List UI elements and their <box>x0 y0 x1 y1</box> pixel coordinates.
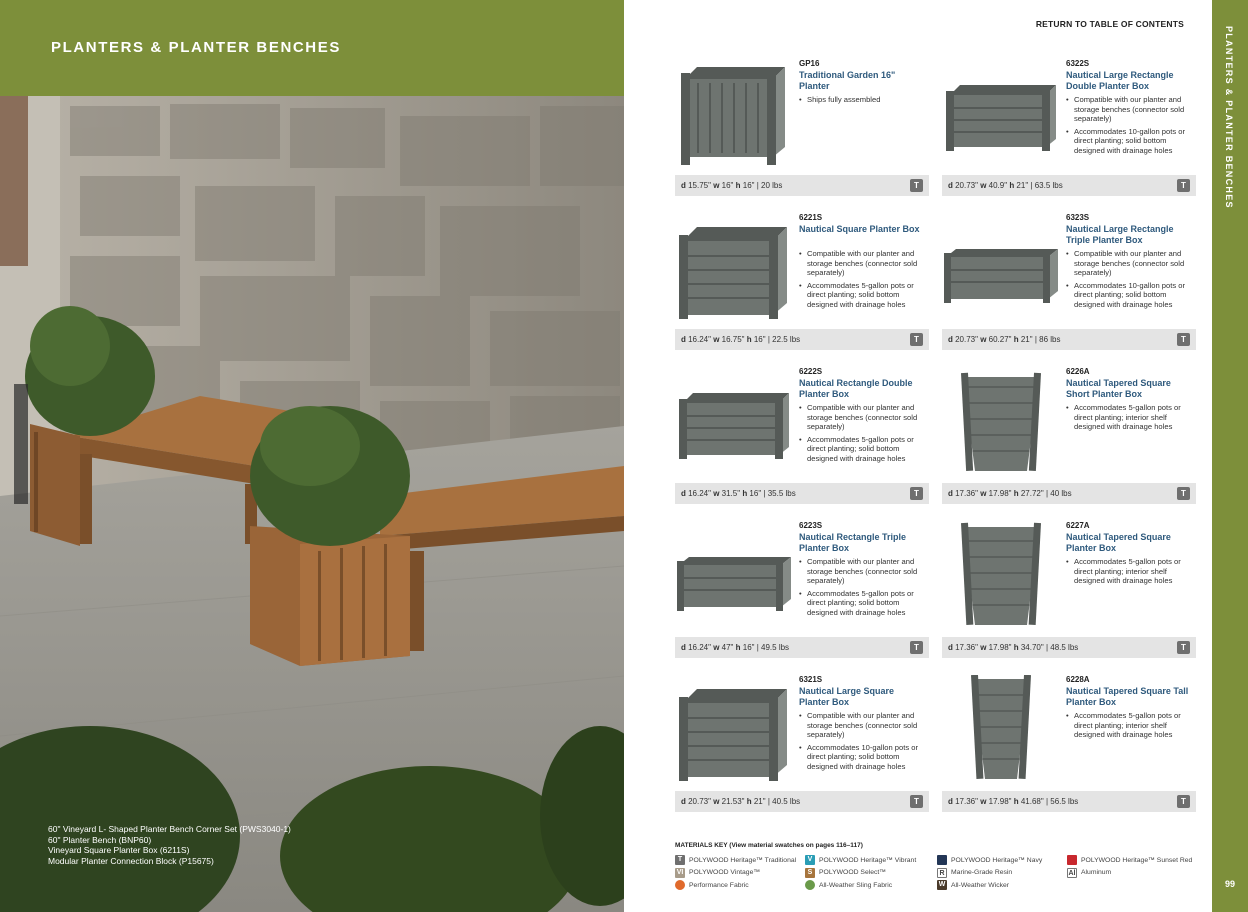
product-bullet: • Accommodates 5-gallon pots or direct planting; solid bottom designed with drainage holes <box>799 589 929 618</box>
caption-line: Modular Planter Connection Block (P15675) <box>48 855 214 866</box>
dim-height: h 21" <box>1009 181 1029 190</box>
material-label: POLYWOOD Vintage™ <box>689 869 761 876</box>
material-badge: T <box>910 333 923 346</box>
dim-width: w 16.75" <box>713 335 745 344</box>
product-bullet: • Compatible with our planter and storage benches (connector sold separately) <box>799 557 929 586</box>
dim-depth: d 17.36" <box>948 797 978 806</box>
material-label: POLYWOOD Heritage™ Traditional <box>689 856 797 864</box>
product-image <box>675 213 793 323</box>
product-sku: 6322S <box>1066 59 1090 68</box>
dim-height: h 34.70" <box>1013 643 1044 652</box>
section-title: PLANTERS & PLANTER BENCHES <box>51 39 341 56</box>
material-swatch: R <box>937 868 947 878</box>
product-name: Nautical Rectangle Triple Planter Box <box>799 532 907 553</box>
product-card <box>942 59 1196 209</box>
material-label: All-Weather Wicker <box>951 881 1010 889</box>
product-name: Nautical Large Rectangle Triple Planter Box <box>1066 224 1174 245</box>
dim-depth: d 20.73" <box>948 181 978 190</box>
photo-caption <box>48 824 291 866</box>
product-sku: 6323S <box>1066 213 1090 222</box>
product-bullet: • Accommodates 5-gallon pots or direct planting; interior shelf designed with drainage holes <box>1066 557 1196 586</box>
product-bullet: • Accommodates 5-gallon pots or direct planting; solid bottom designed with drainage holes <box>799 281 929 310</box>
material-label: POLYWOOD Heritage™ Sunset Red <box>1081 856 1193 864</box>
dim-depth: d 20.73" <box>948 335 978 344</box>
dim-depth: d 16.24" <box>681 643 711 652</box>
material-badge: T <box>910 487 923 500</box>
product-dimensions <box>675 637 929 658</box>
material-item <box>1067 855 1192 865</box>
product-sku: 6228A <box>1066 675 1090 684</box>
product-sku: 6226A <box>1066 367 1090 376</box>
material-badge: T <box>910 795 923 808</box>
material-item <box>675 868 760 878</box>
section-header <box>0 0 624 96</box>
product-bullet: • Accommodates 5-gallon pots or direct planting; interior shelf designed with drainage holes <box>1066 711 1196 740</box>
product-image <box>675 521 793 631</box>
product-card <box>675 675 929 825</box>
dim-weight: | 35.5 lbs <box>761 489 796 498</box>
caption-line: 60" Vineyard L- Shaped Planter Bench Corner Set (PWS3040-1) <box>48 824 291 834</box>
product-dimensions <box>942 791 1196 812</box>
dim-width: w 16" <box>713 181 734 190</box>
product-bullets <box>1066 403 1196 435</box>
product-sku: 6227A <box>1066 521 1090 530</box>
material-item <box>675 855 796 865</box>
dim-weight: | 49.5 lbs <box>754 643 790 652</box>
product-dimensions <box>942 637 1196 658</box>
product-name: Nautical Large Rectangle Double Planter Box <box>1066 70 1174 91</box>
material-badge: T <box>1177 795 1190 808</box>
dim-width: w 40.9" <box>980 181 1008 190</box>
dim-depth: d 15.75" <box>681 181 711 190</box>
dim-weight: | 48.5 lbs <box>1043 643 1079 652</box>
product-bullet: • Compatible with our planter and storage benches (connector sold separately) <box>799 249 929 278</box>
product-card <box>942 367 1196 517</box>
dim-depth: d 17.36" <box>948 489 978 498</box>
product-dimensions <box>942 329 1196 350</box>
product-card <box>942 213 1196 363</box>
product-sku: 6223S <box>799 521 823 530</box>
dim-height: h 21" <box>1013 335 1033 344</box>
material-label: Aluminum <box>1081 869 1112 876</box>
product-image <box>942 675 1060 785</box>
material-label: POLYWOOD Heritage™ Navy <box>951 856 1043 864</box>
dim-depth: d 16.24" <box>681 489 711 498</box>
material-badge: T <box>1177 641 1190 654</box>
material-item <box>675 880 749 890</box>
product-bullets <box>1066 711 1196 743</box>
product-bullet: • Compatible with our planter and storage benches (connector sold separately) <box>1066 95 1196 124</box>
product-bullet: • Compatible with our planter and storage benches (connector sold separately) <box>1066 249 1196 278</box>
material-swatch: S <box>805 868 815 878</box>
product-bullets <box>1066 249 1196 312</box>
dim-height: h 16" <box>735 181 755 190</box>
dim-width: w 17.98" <box>980 797 1012 806</box>
product-bullet: • Accommodates 5-gallon pots or direct planting; interior shelf designed with drainage holes <box>1066 403 1196 432</box>
material-item <box>937 855 1042 865</box>
product-card <box>942 675 1196 825</box>
material-label: POLYWOOD Heritage™ Vibrant <box>819 856 917 864</box>
product-image <box>942 213 1060 323</box>
product-dimensions <box>675 329 929 350</box>
dim-width: w 21.53" <box>713 797 745 806</box>
product-card <box>942 521 1196 671</box>
material-label: POLYWOOD Select™ <box>819 869 887 876</box>
dim-weight: | 56.5 lbs <box>1043 797 1079 806</box>
product-image <box>675 675 793 785</box>
product-bullet: • Ships fully assembled <box>799 95 929 105</box>
dim-weight: | 86 lbs <box>1032 335 1061 344</box>
dim-depth: d 20.73" <box>681 797 711 806</box>
material-label: Performance Fabric <box>689 881 749 889</box>
caption-line: Vineyard Square Planter Box (6211S) <box>48 845 190 855</box>
material-swatch: VI <box>676 868 684 876</box>
product-sku: 6321S <box>799 675 823 684</box>
material-badge: T <box>910 179 923 192</box>
product-name: Nautical Tapered Square Short Planter Box <box>1066 378 1171 399</box>
dim-width: w 60.27" <box>980 335 1012 344</box>
product-name: Nautical Large Square Planter Box <box>799 686 895 707</box>
product-bullets <box>799 557 929 620</box>
lifestyle-photo <box>0 96 624 912</box>
dim-weight: | 63.5 lbs <box>1028 181 1063 190</box>
product-sku: GP16 <box>799 59 820 68</box>
product-image <box>942 367 1060 477</box>
product-sku: 6222S <box>799 367 823 376</box>
product-bullets <box>799 249 929 312</box>
material-badge: T <box>1177 487 1190 500</box>
product-bullets <box>1066 557 1196 589</box>
dim-height: h 41.68" <box>1013 797 1044 806</box>
dim-depth: d 16.24" <box>681 335 711 344</box>
page-number: 99 <box>1224 879 1235 889</box>
material-item <box>805 855 916 865</box>
product-name: Nautical Rectangle Double Planter Box <box>799 378 913 399</box>
product-bullets <box>799 711 929 774</box>
product-image <box>942 59 1060 169</box>
product-image <box>942 521 1060 631</box>
material-item <box>805 880 892 890</box>
product-name: Traditional Garden 16" Planter <box>799 70 896 91</box>
material-swatch <box>805 880 815 890</box>
product-bullet: • Compatible with our planter and storage benches (connector sold separately) <box>799 403 929 432</box>
product-image <box>675 367 793 477</box>
product-bullet: • Accommodates 10-gallon pots or direct planting; solid bottom designed with drainage holes <box>1066 127 1196 156</box>
product-bullet: • Accommodates 10-gallon pots or direct planting; solid bottom designed with drainage holes <box>799 743 929 772</box>
dim-weight: | 22.5 lbs <box>765 335 801 344</box>
dim-width: w 17.98" <box>980 489 1012 498</box>
product-bullet: • Compatible with our planter and storage benches (connector sold separately) <box>799 711 929 740</box>
right-page <box>624 0 1248 912</box>
product-dimensions <box>942 483 1196 504</box>
product-bullets <box>799 403 929 466</box>
side-tab <box>1212 0 1248 912</box>
material-label: All-Weather Sling Fabric <box>819 881 893 889</box>
material-swatch: T <box>675 855 685 865</box>
material-swatch <box>1067 855 1077 865</box>
product-dimensions <box>675 791 929 812</box>
material-item <box>937 868 1012 878</box>
side-tab-title: PLANTERS & PLANTER BENCHES <box>1224 26 1234 209</box>
material-badge: T <box>1177 333 1190 346</box>
material-badge: T <box>1177 179 1190 192</box>
dim-height: h 16" <box>735 643 755 652</box>
material-swatch <box>937 855 947 865</box>
material-swatch: W <box>938 881 946 888</box>
dim-height: h 21" <box>746 797 766 806</box>
material-label: Marine-Grade Resin <box>951 869 1013 876</box>
caption-line: 60" Planter Bench (BNP60) <box>48 834 152 845</box>
product-name: Nautical Tapered Square Tall Planter Box <box>1066 686 1189 707</box>
dim-weight: | 40.5 lbs <box>765 797 801 806</box>
dim-height: h 16" <box>742 489 762 498</box>
product-sku: 6221S <box>799 213 823 222</box>
product-bullet: • Accommodates 5-gallon pots or direct planting; solid bottom designed with drainage holes <box>799 435 929 464</box>
material-swatch <box>675 880 685 890</box>
dim-height: h 16" <box>746 335 766 344</box>
product-image <box>675 59 793 169</box>
material-swatch: V <box>805 855 815 865</box>
dim-weight: | 40 lbs <box>1043 489 1072 498</box>
dim-weight: | 20 lbs <box>754 181 783 190</box>
return-to-toc-link[interactable]: RETURN TO TABLE OF CONTENTS <box>1035 19 1184 29</box>
materials-key-grid <box>675 855 1215 895</box>
product-card <box>675 213 929 363</box>
material-item <box>937 880 1009 890</box>
product-card <box>675 521 929 671</box>
materials-key <box>675 842 1215 895</box>
dim-depth: d 17.36" <box>948 643 978 652</box>
material-swatch: Al <box>1068 869 1076 877</box>
materials-key-title: MATERIALS KEY (View material swatches on pages 116–117) <box>675 842 863 849</box>
product-bullets <box>799 95 929 108</box>
product-dimensions <box>675 483 929 504</box>
product-name: Nautical Square Planter Box <box>799 224 920 234</box>
product-bullet: • Accommodates 10-gallon pots or direct planting; solid bottom designed with drainage holes <box>1066 281 1196 310</box>
product-name: Nautical Tapered Square Planter Box <box>1066 532 1171 553</box>
dim-width: w 31.5" <box>713 489 741 498</box>
product-card <box>675 59 929 209</box>
dim-width: w 17.98" <box>980 643 1012 652</box>
material-item <box>805 868 886 878</box>
material-item <box>1067 868 1111 878</box>
product-bullets <box>1066 95 1196 158</box>
product-card <box>675 367 929 517</box>
material-badge: T <box>910 641 923 654</box>
product-dimensions <box>675 175 929 196</box>
dim-width: w 47" <box>713 643 734 652</box>
dim-height: h 27.72" <box>1013 489 1044 498</box>
product-dimensions <box>942 175 1196 196</box>
planter-bench-photo <box>0 96 624 912</box>
